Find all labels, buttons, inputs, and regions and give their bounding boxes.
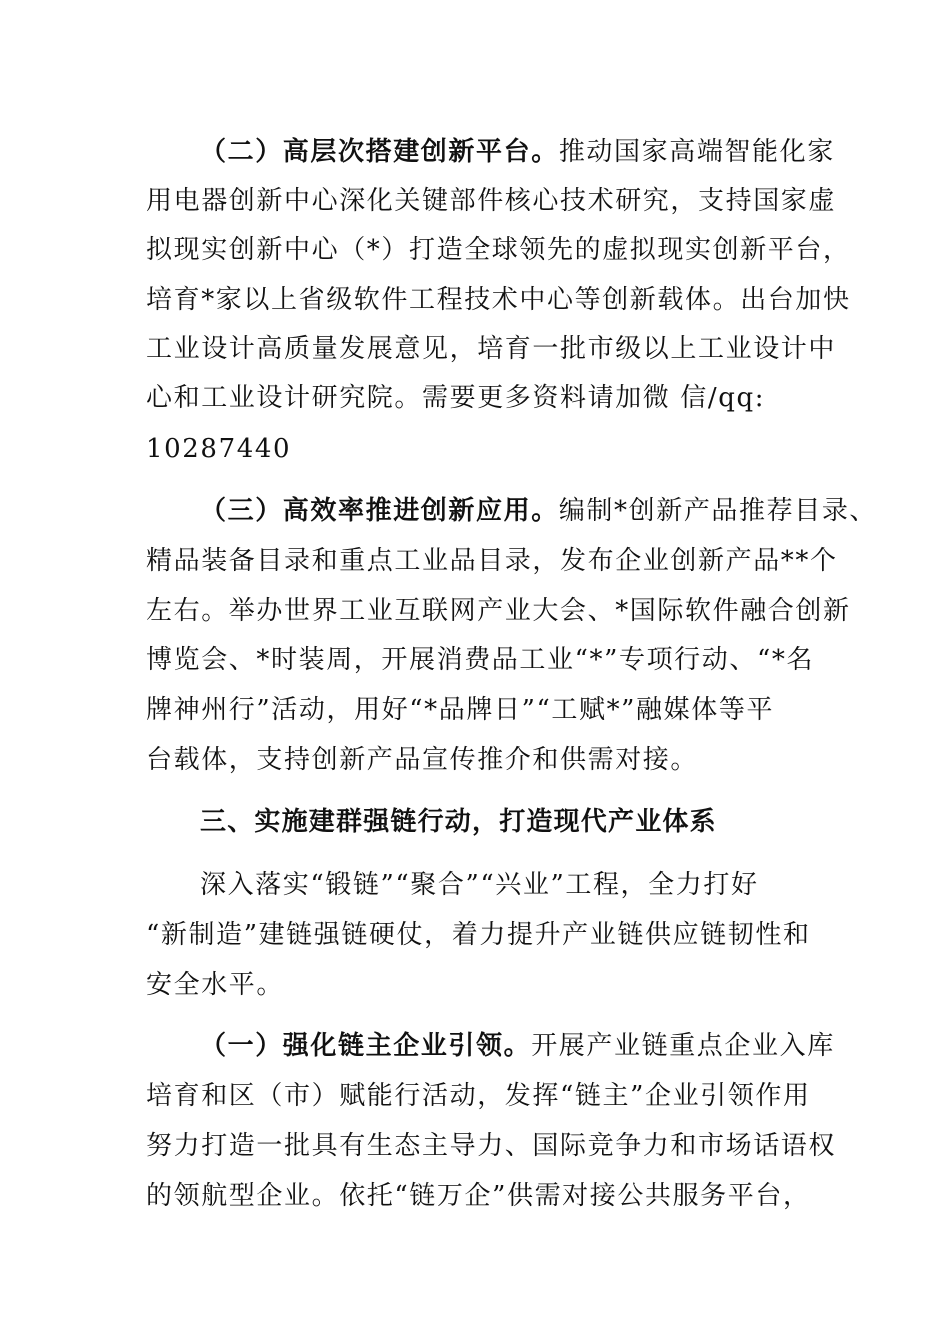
section2-line7: 10287440 [146, 434, 292, 464]
section3-line1 [200, 496, 877, 526]
chapter3-intro-line2: “新制造”建链强链硬仗，着力提升产业链供应链韧性和 [146, 920, 811, 950]
section1b-line1 [200, 1031, 835, 1061]
section2-line2: 用电器创新中心深化关键部件核心技术研究，支持国家虚 [146, 186, 837, 216]
section2-line3: 拟现实创新中心（*）打造全球领先的虚拟现实创新平台， [146, 235, 851, 265]
chapter3-intro-line3: 安全水平。 [146, 970, 285, 1000]
section2-line6: 心和工业设计研究院。需要更多资料请加微 信/qq: [146, 383, 766, 413]
section2-line4: 培育*家以上省级软件工程技术中心等创新载体。出台加快 [146, 285, 851, 315]
section3-line2: 精品装备目录和重点工业品目录，发布企业创新产品**个 [146, 546, 838, 576]
section1b-line3: 努力打造一批具有生态主导力、国际竞争力和市场话语权 [146, 1131, 837, 1161]
chapter3-title: 三、实施建群强链行动，打造现代产业体系 [200, 807, 717, 837]
section3-line3: 左右。举办世界工业互联网产业大会、*国际软件融合创新 [146, 596, 851, 626]
chapter3-intro-line1: 深入落实“锻链”“聚合”“兴业”工程，全力打好 [200, 870, 759, 900]
section3-line6: 台载体，支持创新产品宣传推介和供需对接。 [146, 745, 699, 775]
section3-line1-text: 编制*创新产品推荐目录、 [558, 496, 878, 526]
section1b-line4: 的领航型企业。依托“链万企”供需对接公共服务平台， [146, 1181, 811, 1211]
section2-line5: 工业设计高质量发展意见，培育一批市级以上工业设计中 [146, 334, 837, 364]
section2-line1-text: 推动国家高端智能化家 [558, 137, 835, 167]
section2-line1 [200, 137, 835, 167]
section2-lead: （二）高层次搭建创新平台。 [200, 137, 559, 167]
section3-line4: 博览会、*时装周，开展消费品工业“*”专项行动、“*名 [146, 645, 815, 675]
section1b-line2: 培育和区（市）赋能行活动，发挥“链主”企业引领作用 [146, 1081, 811, 1111]
section1b-line1-text: 开展产业链重点企业入库 [531, 1031, 835, 1061]
section3-line5: 牌神州行”活动，用好“*品牌日”“工赋*”融媒体等平 [146, 695, 775, 725]
section1b-lead: （一）强化链主企业引领。 [200, 1031, 532, 1061]
section3-lead: （三）高效率推进创新应用。 [200, 496, 559, 526]
